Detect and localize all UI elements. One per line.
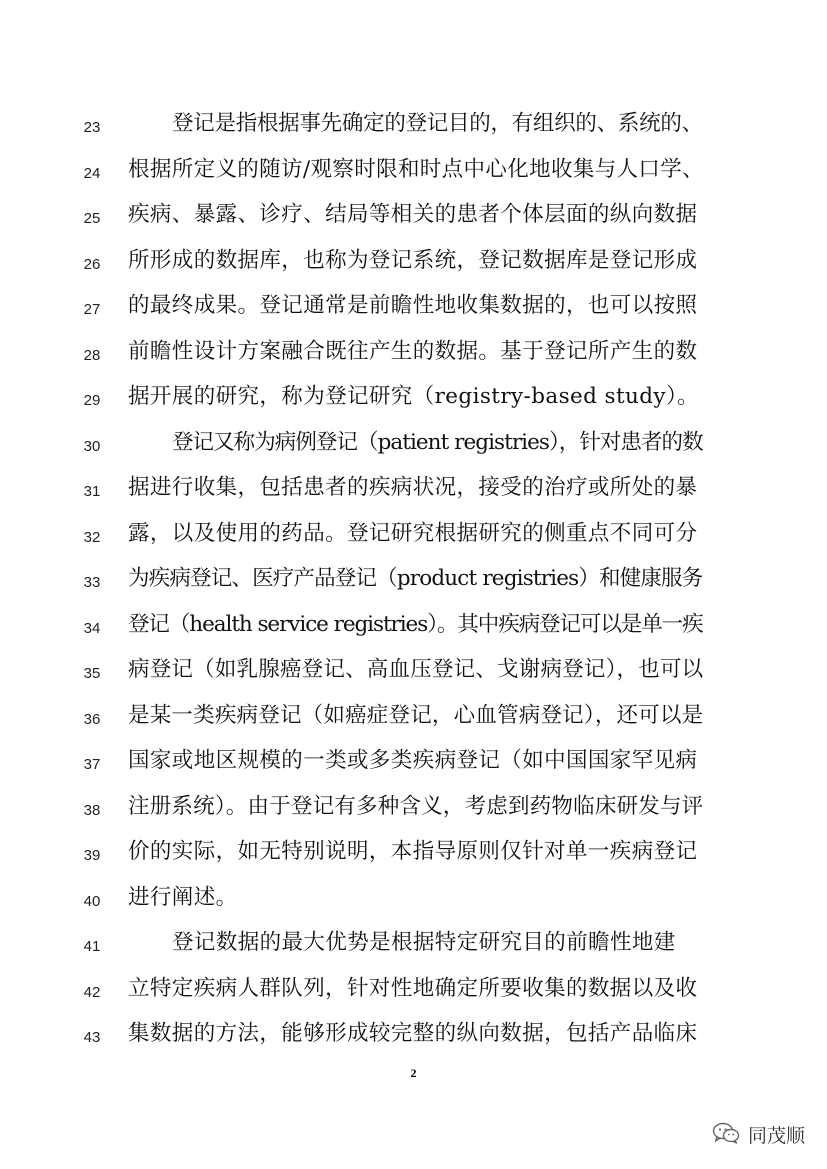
line-number: 31 <box>83 483 101 500</box>
line-number: 40 <box>83 892 101 910</box>
line-text: 的最终成果。登记通常是前瞻性地收集数据的，也可以按照 <box>128 293 698 318</box>
text-line <box>0 425 827 471</box>
line-text: 登记（health service registries）。其中疾病登记可以是单一疾 <box>128 611 703 637</box>
text-line <box>0 516 827 562</box>
text-line <box>0 925 827 971</box>
line-text: 根据所定义的随访/观察时限和时点中心化地收集与人口学、 <box>128 156 705 182</box>
text-line <box>0 834 827 880</box>
line-text: 登记又称为病例登记（patient registries），针对患者的数 <box>172 429 703 455</box>
page-number: 2 <box>410 1066 417 1080</box>
line-text: 注册系统）。由于登记有多种含义，考虑到药物临床研发与评 <box>128 793 704 819</box>
text-line <box>0 197 827 243</box>
line-text: 前瞻性设计方案融合既往产生的数据。基于登记所产生的数 <box>128 338 698 364</box>
text-line <box>0 379 827 425</box>
line-number: 39 <box>83 847 101 864</box>
line-text: 疾病、暴露、诊疗、结局等相关的患者个体层面的纵向数据 <box>128 202 698 227</box>
line-text: 所形成的数据库，也称为登记系统，登记数据库是登记形成 <box>128 247 698 273</box>
line-text: 据开展的研究，称为登记研究（registry-based study）。 <box>128 384 700 409</box>
wechat-icon <box>712 1122 740 1148</box>
text-line <box>0 607 827 653</box>
line-number: 24 <box>83 164 101 182</box>
line-number: 28 <box>83 346 101 364</box>
text-line <box>0 288 827 334</box>
watermark-text: 同茂顺 <box>747 1125 805 1147</box>
line-number: 29 <box>83 392 101 409</box>
line-number: 23 <box>83 119 101 136</box>
line-number: 42 <box>83 983 101 1001</box>
line-number: 41 <box>83 938 101 955</box>
line-text: 立特定疾病人群队列，针对性地确定所要收集的数据以及收 <box>128 975 698 1001</box>
text-line <box>0 880 827 926</box>
line-number: 30 <box>83 437 101 455</box>
text-line <box>0 106 827 152</box>
line-text: 病登记（如乳腺癌登记、高血压登记、戈谢病登记），也可以 <box>128 657 704 682</box>
line-number: 38 <box>83 801 101 819</box>
text-line <box>0 152 827 198</box>
line-number: 33 <box>83 574 101 591</box>
text-line <box>0 698 827 744</box>
line-number: 27 <box>83 301 101 318</box>
text-line <box>0 652 827 698</box>
line-number: 37 <box>83 756 101 773</box>
text-line <box>0 470 827 516</box>
line-text: 是某一类疾病登记（如癌症登记，心血管病登记），还可以是 <box>128 702 704 728</box>
text-line <box>0 1016 827 1062</box>
line-text: 露，以及使用的药品。登记研究根据研究的侧重点不同可分 <box>128 520 698 546</box>
line-text: 国家或地区规模的一类或多类疾病登记（如中国国家罕见病 <box>128 748 698 773</box>
line-number: 32 <box>83 528 101 546</box>
watermark <box>712 1121 805 1148</box>
text-line <box>0 789 827 835</box>
line-text: 为疾病登记、医疗产品登记（product registries）和健康服务 <box>128 566 703 591</box>
line-text: 价的实际，如无特别说明，本指导原则仅针对单一疾病登记 <box>128 839 698 864</box>
text-line <box>0 561 827 607</box>
line-text: 进行阐述。 <box>128 884 238 910</box>
line-text: 登记是指根据事先确定的登记目的，有组织的、系统的、 <box>172 111 703 136</box>
line-text: 集数据的方法，能够形成较完整的纵向数据，包括产品临床 <box>128 1021 698 1046</box>
line-number: 36 <box>83 710 101 728</box>
text-line <box>0 334 827 380</box>
line-text: 登记数据的最大优势是根据特定研究目的前瞻性地建 <box>172 930 676 955</box>
line-number: 26 <box>83 255 101 273</box>
text-line <box>0 743 827 789</box>
line-number: 43 <box>83 1029 101 1046</box>
text-line <box>0 243 827 289</box>
line-number: 35 <box>83 665 101 682</box>
line-number: 25 <box>83 210 101 227</box>
line-text: 据进行收集，包括患者的疾病状况，接受的治疗或所处的暴 <box>128 475 698 500</box>
line-number: 34 <box>83 619 101 637</box>
text-lines <box>0 106 827 1062</box>
text-line <box>0 971 827 1017</box>
